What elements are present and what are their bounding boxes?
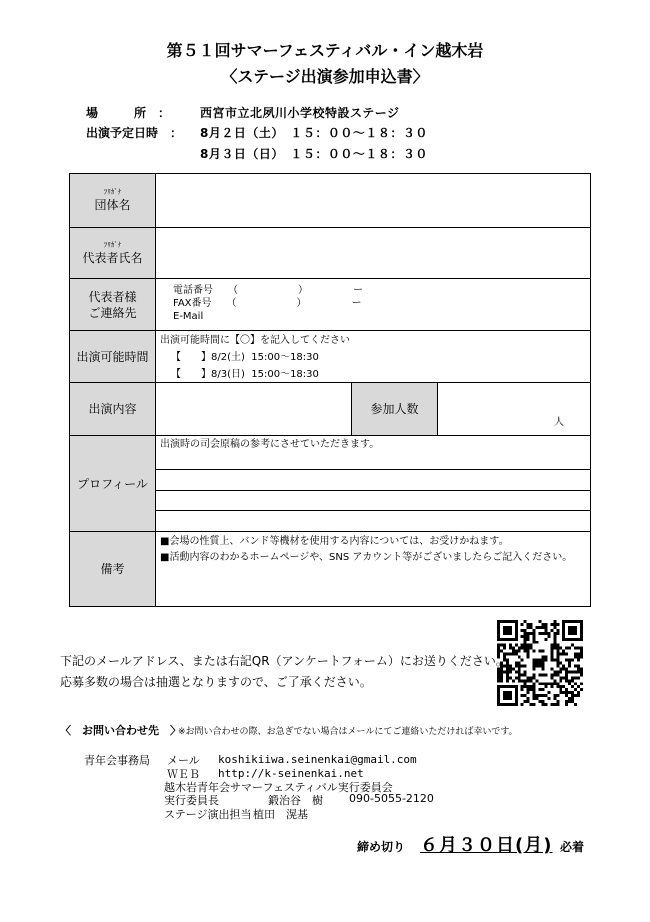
deadline-date: ６月３０日(月) [420, 835, 553, 856]
venue-value: 西宮市立北夙川小学校特設ステージ [200, 106, 400, 120]
availability-field[interactable] [156, 331, 591, 383]
availability-label: 出演可能時間 [76, 349, 149, 364]
row-availability [70, 331, 591, 383]
count-unit: 人 [554, 417, 565, 428]
remarks-field[interactable] [156, 532, 591, 607]
content-label: 出演内容 [88, 402, 137, 416]
deadline-label: 締め切り [357, 840, 406, 854]
row-rep-contact [70, 279, 591, 331]
chair-label: 実行委員長 [164, 794, 219, 807]
page-title: 第５１回サマーフェスティバル・イン越木岩 [166, 41, 484, 60]
remarks-label: 備考 [100, 562, 125, 576]
rep-name-header [70, 228, 156, 279]
submission-line-2: 応募多数の場合は抽選となりますので、ご了承ください。 [60, 675, 372, 689]
inquiry-note: ※お問い合わせの際、お急ぎでない場合はメールにてご連絡いただければ幸いです。 [178, 727, 518, 737]
profile-field[interactable] [156, 436, 591, 532]
profile-note: 出演時の司会原稿の参考にさせていただきます。 [160, 439, 380, 450]
rep-contact-label-1: 代表者様 [88, 289, 137, 304]
group-name-label: 団体名 [94, 198, 131, 212]
rep-name-label: 代表者氏名 [82, 250, 143, 265]
row-group-name [70, 174, 591, 228]
availability-header [70, 331, 156, 383]
phone-line: 電話番号 （ ） ー [173, 285, 363, 296]
email-line: E-Mail [173, 311, 204, 322]
profile-line-1 [156, 469, 590, 490]
rep-contact-field[interactable] [156, 279, 591, 331]
group-name-header [70, 174, 156, 228]
content-field[interactable] [156, 383, 352, 436]
qr-code-icon[interactable] [497, 620, 583, 706]
web-link[interactable]: http://k-seinenkai.net [218, 767, 364, 780]
group-name-furigana: ﾌﾘｶﾞﾅ [103, 188, 122, 196]
application-form [69, 173, 591, 607]
submission-line-1: 下記のメールアドレス、または右記QR（アンケートフォーム）にお送りください。 [60, 654, 508, 668]
content-header [70, 383, 156, 436]
rep-name-field[interactable] [156, 228, 591, 279]
chair-phone: 090-5055-2120 [349, 792, 434, 805]
profile-header [70, 436, 156, 532]
deadline-suffix: 必着 [560, 840, 585, 854]
remarks-header [70, 532, 156, 607]
rep-name-furigana: ﾌﾘｶﾞﾅ [103, 240, 122, 249]
profile-line-3 [156, 510, 590, 531]
office-label: 青年会事務局 [84, 754, 150, 767]
row-rep-name [70, 228, 591, 279]
fax-line: FAX番号 （ ） ー [173, 298, 362, 309]
schedule-label: 出演予定日時 ： [86, 126, 183, 140]
remarks-line-2: ■活動内容のわかるホームページや、SNS アカウント等がございましたらご記入ください。 [160, 552, 573, 563]
count-header [352, 383, 438, 436]
committee-name: 越木岩青年会サマーフェスティバル実行委員会 [164, 781, 393, 794]
availability-option-1: 【 】8/2(土) 15:00～18:30 [171, 352, 319, 363]
row-remarks [70, 532, 591, 607]
web-label: ＷＥＢ [167, 768, 200, 781]
profile-line-2 [156, 490, 590, 510]
row-content [70, 383, 591, 436]
rep-contact-header [70, 279, 156, 331]
mail-link[interactable]: koshikiiwa.seinenkai@gmail.com [218, 753, 417, 766]
remarks-line-1: ■会場の性質上、バンド等機材を使用する内容については、お受けかねます。 [160, 536, 509, 547]
availability-instruction: 出演可能時間に【〇】を記入してください [160, 335, 350, 346]
profile-label: プロフィール [77, 476, 148, 491]
rep-contact-label-2: ご連絡先 [88, 305, 137, 320]
count-field[interactable] [438, 383, 591, 436]
group-name-field[interactable] [156, 174, 591, 228]
page-subtitle: 〈ステージ出演参加申込書〉 [221, 67, 429, 86]
venue-label: 場 所 ： [86, 106, 171, 120]
stage-name: 植田 滉基 [253, 808, 308, 821]
availability-option-2: 【 】8/3(日) 15:00～18:30 [171, 369, 319, 380]
count-label: 参加人数 [370, 402, 419, 416]
chair-name: 鍛治谷 樹 [268, 794, 323, 807]
schedule-date-2: 8月３日（日） １５：００～１８：３０ [200, 147, 428, 161]
schedule-date-1: 8月２日（土） １５：００～１８：３０ [200, 126, 428, 140]
inquiry-label: 〈 お問い合わせ先 〉 [60, 724, 181, 737]
mail-label: メール [167, 754, 200, 767]
row-profile [70, 436, 591, 532]
stage-label: ステージ演出担当 [164, 808, 252, 821]
